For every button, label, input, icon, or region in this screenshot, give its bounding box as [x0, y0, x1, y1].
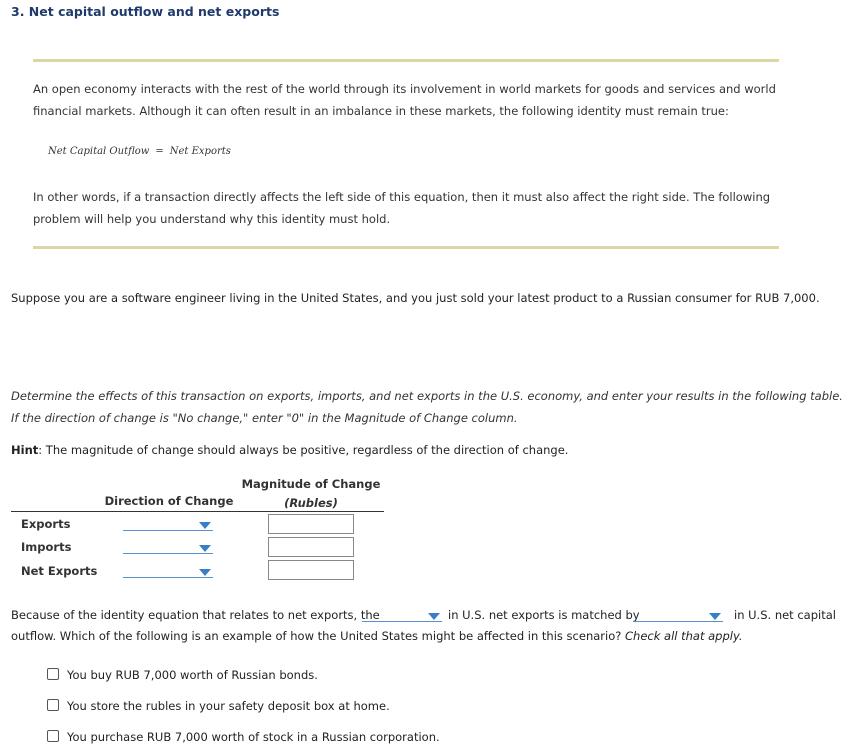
capital-outflow-change-dropdown[interactable]	[633, 608, 723, 622]
net-exports-direction-dropdown[interactable]	[123, 564, 213, 578]
because-text-part2: in U.S. net exports is matched by	[448, 608, 640, 622]
magnitude-column-header	[240, 475, 382, 513]
option-buy-bonds[interactable]	[47, 668, 318, 682]
because-sentence-line2	[11, 629, 846, 643]
hint-text	[11, 443, 568, 457]
magnitude-header-unit: (Rubles)	[284, 496, 338, 510]
row-label-net-exports: Net Exports	[21, 564, 98, 578]
magnitude-header-label: Magnitude of Change	[241, 477, 381, 491]
option-label: You purchase RUB 7,000 worth of stock in a Russian corporation.	[67, 730, 440, 744]
equation-left: Net Capital Outflow	[48, 146, 150, 157]
net-exports-change-dropdown[interactable]	[362, 608, 442, 622]
option-label: You buy RUB 7,000 worth of Russian bonds.	[67, 668, 318, 682]
hint-label: Hint	[11, 443, 39, 457]
because-text-part1: Because of the identity equation that relates to net exports, the	[11, 608, 380, 622]
equals-sign: =	[155, 146, 164, 157]
chevron-down-icon	[709, 613, 721, 620]
option-purchase-stock[interactable]	[47, 730, 440, 744]
option-store-rubles[interactable]	[47, 699, 390, 713]
net-exports-magnitude-input[interactable]	[268, 560, 354, 580]
chevron-down-icon	[428, 613, 440, 620]
hint-body: : The magnitude of change should always be positive, regardless of the direction of change.	[38, 443, 569, 457]
because-text-part4: outflow. Which of the following is an example of how the United States might be affected in this scenario?	[11, 629, 622, 643]
checkbox[interactable]	[47, 730, 59, 742]
scenario-text: Suppose you are a software engineer living in the United States, and you just sold your latest product to a Russian consumer for RUB 7,000.	[11, 291, 820, 305]
checkbox[interactable]	[47, 699, 59, 711]
equation-right: Net Exports	[169, 146, 231, 157]
question-title: 3. Net capital outflow and net exports	[11, 4, 280, 19]
intro-paragraph: An open economy interacts with the rest of the world through its involvement in world markets for goods and services and world financial markets. Although it can often result in an imbalance in these markets, the following identity must remain true:	[33, 82, 776, 118]
chevron-down-icon	[199, 545, 211, 552]
imports-magnitude-input[interactable]	[268, 537, 354, 557]
identity-equation	[48, 146, 231, 157]
bottom-divider	[33, 246, 779, 249]
row-label-imports: Imports	[21, 540, 72, 554]
imports-direction-dropdown[interactable]	[123, 540, 213, 554]
row-label-exports: Exports	[21, 517, 71, 531]
instructions-text: Determine the effects of this transaction on exports, imports, and net exports in the U.S. economy, and enter your results in the following table. If the direction of change is "No change," enter "0" in the Magnitude of Change column.	[11, 389, 843, 425]
option-label: You store the rubles in your safety deposit box at home.	[67, 699, 390, 713]
checkbox[interactable]	[47, 668, 59, 680]
because-text-part3: in U.S. net capital	[734, 608, 836, 622]
direction-column-header: Direction of Change	[104, 494, 234, 508]
chevron-down-icon	[199, 522, 211, 529]
explanation-paragraph: In other words, if a transaction directly affects the left side of this equation, then it must also affect the right side. The following problem will help you understand why this identity must hold.	[33, 190, 771, 226]
check-all-instruction: Check all that apply.	[625, 629, 743, 643]
exports-direction-dropdown[interactable]	[123, 517, 213, 531]
table-header-rule	[11, 511, 384, 512]
exports-magnitude-input[interactable]	[268, 514, 354, 534]
top-divider	[33, 59, 779, 62]
chevron-down-icon	[199, 569, 211, 576]
